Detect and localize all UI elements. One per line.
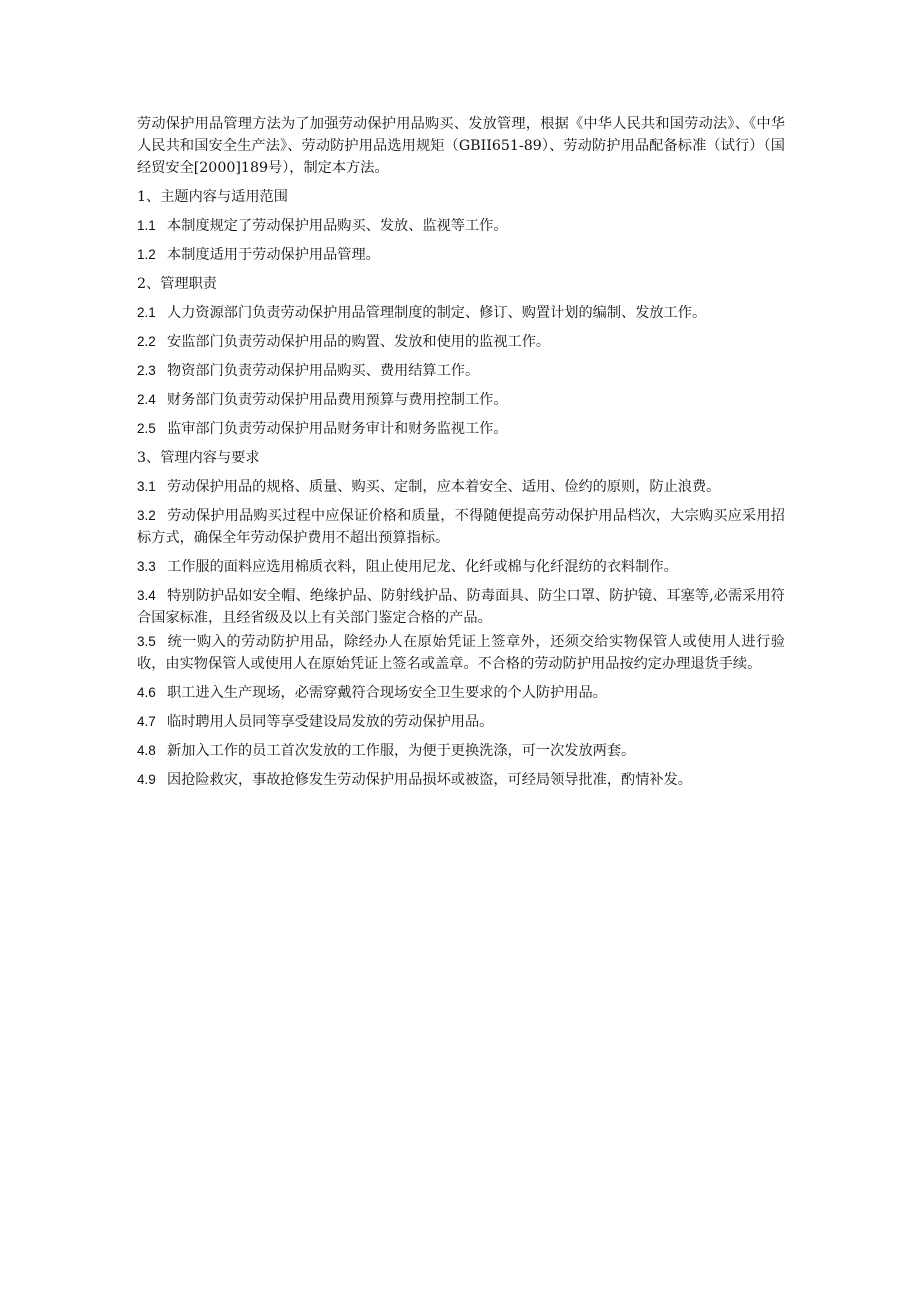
- section-heading: 2、管理职责: [137, 276, 217, 292]
- clause-number: 4.6: [137, 685, 156, 700]
- clause-number: 4.8: [137, 743, 156, 758]
- clause-paragraph: [137, 302, 785, 324]
- clause-paragraph: [137, 215, 785, 237]
- clause-text: 新加入工作的员工首次发放的工作服，为便于更换洗涤，可一次发放两套。: [167, 743, 636, 759]
- clause-number: 1.2: [137, 247, 156, 262]
- section-heading: 3、管理内容与要求: [137, 450, 260, 466]
- clause-text: 本制度规定了劳动保护用品购买、发放、监视等工作。: [167, 218, 508, 234]
- clause-text: 物资部门负责劳动保护用品购买、费用结算工作。: [167, 363, 480, 379]
- clause-paragraph: [137, 331, 785, 353]
- clause-paragraph: [137, 244, 785, 266]
- clause-text: 工作服的面料应选用棉质衣料，阻止使用尼龙、化纤或棉与化纤混纺的衣料制作。: [167, 559, 678, 575]
- clause-number: 3.4: [137, 588, 156, 603]
- clause-number: 2.3: [137, 363, 156, 378]
- clause-paragraph: [137, 418, 785, 440]
- clause-text: 劳动保护用品的规格、质量、购买、定制，应本着安全、适用、俭约的原则，防止浪费。: [167, 479, 721, 495]
- clause-number: 4.9: [137, 772, 156, 787]
- clause-text: 因抢险救灾，事故抢修发生劳动保护用品损坏或被盗，可经局领导批准，酌情补发。: [167, 772, 692, 788]
- document-body: [137, 113, 785, 798]
- clause-paragraph: [137, 505, 785, 549]
- clause-number: 1.1: [137, 218, 156, 233]
- clause-text: 财务部门负责劳动保护用品费用预算与费用控制工作。: [167, 392, 508, 408]
- clause-number: 3.2: [137, 508, 156, 523]
- clause-paragraph: [137, 476, 785, 498]
- clause-text: 安监部门负责劳动保护用品的购置、发放和使用的监视工作。: [167, 334, 551, 350]
- clause-text: 职工进入生产现场，必需穿戴符合现场安全卫生要求的个人防护用品。: [167, 685, 607, 701]
- section-heading: 1、主题内容与适用范围: [137, 189, 288, 205]
- clause-number: 3.3: [137, 559, 156, 574]
- clause-number: 3.5: [137, 634, 156, 649]
- clause-paragraph: [137, 360, 785, 382]
- clause-number: 4.7: [137, 714, 156, 729]
- intro-paragraph: 劳动保护用品管理方法为了加强劳动保护用品购买、发放管理，根据《中华人民共和国劳动法》、《中华人民共和国安全生产法》、劳动防护用品选用规矩（GBII651-89）、劳动防护用品配备标准（试行）（国经贸安全[2000]189号），制定本方法。: [137, 116, 785, 176]
- clause-text: 劳动保护用品购买过程中应保证价格和质量，不得随便提高劳动保护用品档次，大宗购买应采用招标方式，确保全年劳动保护费用不超出预算指标。: [137, 508, 785, 546]
- clause-text: 临时聘用人员同等享受建设局发放的劳动保护用品。: [167, 714, 494, 730]
- clause-number: 2.2: [137, 334, 156, 349]
- clause-text: 统一购入的劳动防护用品，除经办人在原始凭证上签章外，还须交给实物保管人或使用人进行验收，由实物保管人或使用人在原始凭证上签名或盖章。不合格的劳动防护用品按约定办理退货手续。: [137, 634, 785, 672]
- clause-paragraph: [137, 769, 785, 791]
- clause-number: 2.1: [137, 305, 156, 320]
- clause-number: 3.1: [137, 479, 156, 494]
- clause-paragraph: [137, 631, 785, 675]
- clause-text: 特别防护品如安全帽、绝缘护品、防射线护品、防毒面具、防尘口罩、防护镜、耳塞等,必需采用符合国家标准，且经省级及以上有关部门鉴定合格的产品。: [137, 588, 785, 626]
- clause-paragraph: [137, 389, 785, 411]
- clause-number: 2.5: [137, 421, 156, 436]
- clause-paragraph: [137, 740, 785, 762]
- clause-paragraph: [137, 711, 785, 733]
- clause-paragraph: [137, 556, 785, 578]
- clause-text: 人力资源部门负责劳动保护用品管理制度的制定、修订、购置计划的编制、发放工作。: [167, 305, 707, 321]
- clause-text: 本制度适用于劳动保护用品管理。: [167, 247, 380, 263]
- clause-number: 2.4: [137, 392, 156, 407]
- clause-paragraph: [137, 585, 785, 629]
- clause-paragraph: [137, 682, 785, 704]
- clause-text: 监审部门负责劳动保护用品财务审计和财务监视工作。: [167, 421, 508, 437]
